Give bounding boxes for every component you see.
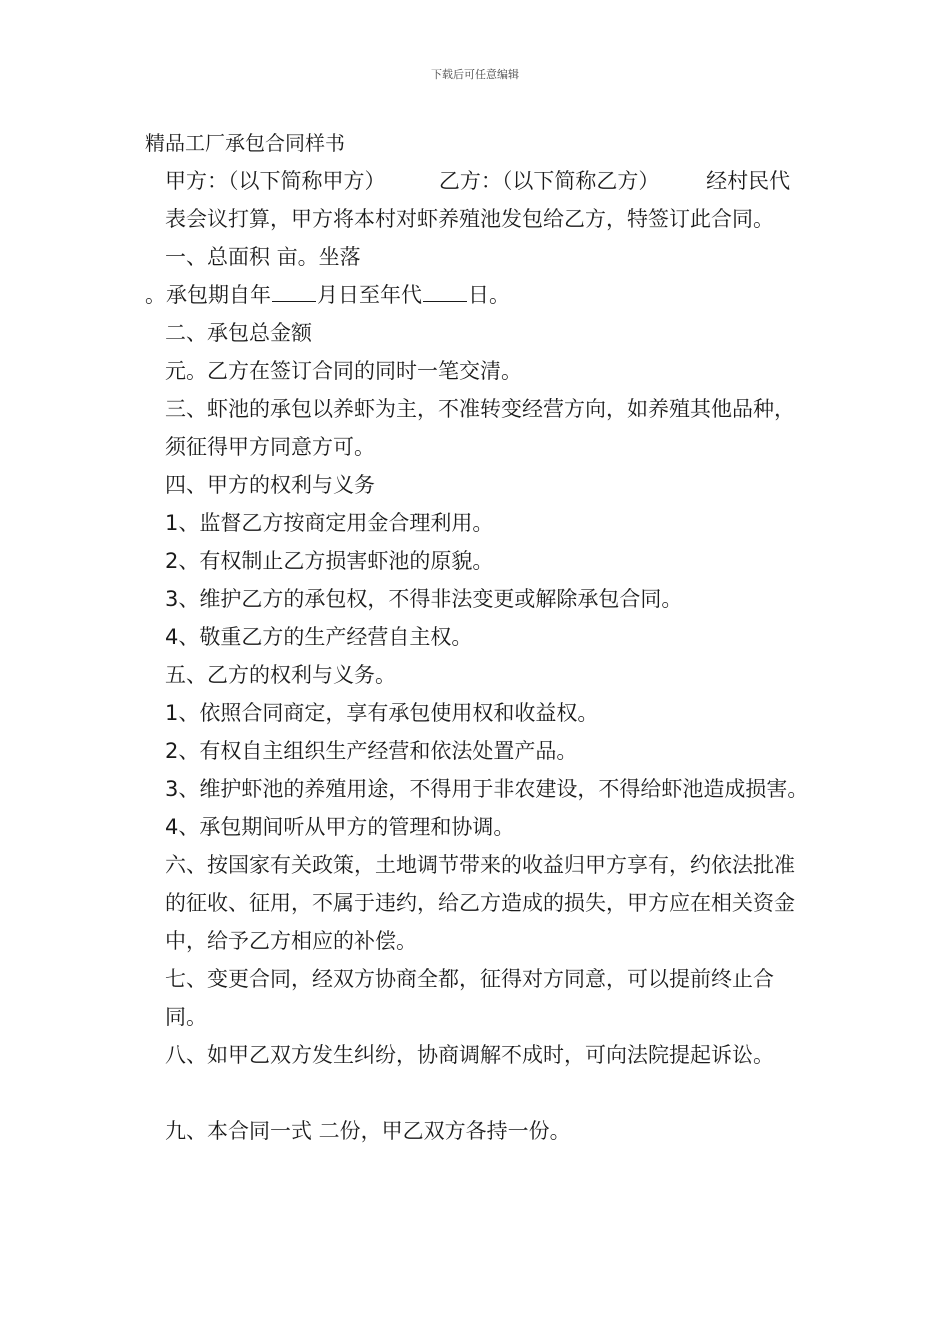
contract-document bbox=[145, 124, 811, 1150]
clause-5-item-3: 3、维护虾池的养殖用途，不得用于非农建设，不得给虾池造成损害。 bbox=[165, 777, 809, 801]
document-title: 精品工厂承包合同样书 bbox=[145, 131, 345, 155]
clause-1-term-start: 。承包期自年 bbox=[145, 283, 271, 307]
clause-2-amount: 二、承包总金额 bbox=[165, 321, 312, 345]
clause-1-term-end: 日。 bbox=[468, 283, 510, 307]
paragraph-spacer bbox=[145, 1074, 811, 1112]
clause-1-area: 一、总面积 亩。坐落 bbox=[165, 245, 361, 269]
parties-paragraph: 甲方：（以下简称甲方） 乙方：（以下简称乙方） 经村民代表会议打算，甲方将本村对虾养殖池发包给乙方，特签订此合同。 bbox=[165, 169, 791, 231]
clause-5-item-2: 2、有权自主组织生产经营和依法处置产品。 bbox=[165, 739, 578, 763]
clause-4-item-2: 2、有权制止乙方损害虾池的原貌。 bbox=[165, 549, 494, 573]
blank-field bbox=[272, 279, 316, 302]
clause-4-item-1: 1、监督乙方按商定用金合理利用。 bbox=[165, 511, 494, 535]
clause-3: 三、虾池的承包以养虾为主，不准转变经营方向，如养殖其他品种，须征得甲方同意方可。 bbox=[165, 397, 795, 459]
clause-4-item-4: 4、敬重乙方的生产经营自主权。 bbox=[165, 625, 473, 649]
clause-5-item-1: 1、依照合同商定，享有承包使用权和收益权。 bbox=[165, 701, 599, 725]
clause-1-term-middle: 月日至年代 bbox=[317, 283, 422, 307]
clause-7: 七、变更合同，经双方协商全都，征得对方同意，可以提前终止合同。 bbox=[165, 967, 774, 1029]
page-header-note: 下载后可任意编辑 bbox=[431, 68, 519, 81]
clause-5-heading: 五、乙方的权利与义务。 bbox=[165, 663, 396, 687]
blank-field bbox=[423, 279, 467, 302]
clause-6: 六、按国家有关政策，土地调节带来的收益归甲方享有，约依法批准的征收、征用，不属于违约，给乙方造成的损失，甲方应在相关资金中，给予乙方相应的补偿。 bbox=[165, 853, 795, 953]
clause-1-term bbox=[145, 276, 811, 314]
clause-5-item-4: 4、承包期间听从甲方的管理和协调。 bbox=[165, 815, 515, 839]
clause-4-heading: 四、甲方的权利与义务 bbox=[165, 473, 375, 497]
clause-9: 九、本合同一式 二份，甲乙双方各持一份。 bbox=[165, 1119, 571, 1143]
clause-4-item-3: 3、维护乙方的承包权，不得非法变更或解除承包合同。 bbox=[165, 587, 683, 611]
clause-2-payment: 元。乙方在签订合同的同时一笔交清。 bbox=[165, 359, 522, 383]
clause-8: 八、如甲乙双方发生纠纷，协商调解不成时，可向法院提起诉讼。 bbox=[165, 1043, 774, 1067]
